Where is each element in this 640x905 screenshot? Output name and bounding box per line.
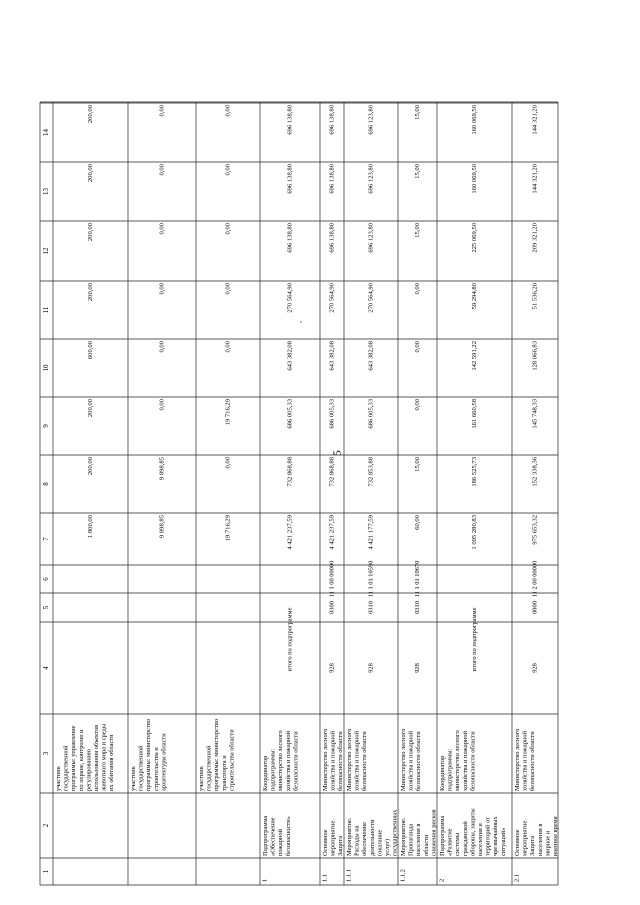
row-grbs: 928 xyxy=(413,663,421,673)
row-executor-line: Министерство лесного xyxy=(346,728,353,791)
row-value: 696 138,80 xyxy=(286,164,294,194)
row-name-line: обороны, защиты xyxy=(469,808,477,856)
row-grbs: 928 xyxy=(328,663,336,673)
row-value: 270 564,90 xyxy=(328,283,336,313)
row-value: 59 294,80 xyxy=(471,283,479,310)
row-name-line: гражданской xyxy=(461,821,469,856)
row-value: 128 066,83 xyxy=(531,341,539,371)
row-value: 0,00 xyxy=(414,399,422,411)
row-name-line: «Развитие xyxy=(446,828,454,856)
row-executor-line: регулированию xyxy=(85,749,93,791)
row-value: 696 123,80 xyxy=(367,105,375,135)
row-executor-line: безопасности области xyxy=(292,731,300,791)
column-header: 11 xyxy=(42,306,51,314)
row-executor-line: хозяйства и пожарной xyxy=(407,731,415,791)
row-value: 152 338,36 xyxy=(531,457,539,487)
row-name-line: (оказание xyxy=(376,829,384,856)
row-executor-line: Министерство лесного xyxy=(400,728,407,791)
row-value: 209 321,20 xyxy=(531,223,539,253)
row-value: 200,00 xyxy=(87,164,95,183)
scan-mark: · xyxy=(296,320,308,324)
row-value: 600,00 xyxy=(87,341,95,360)
row-value: 15,00 xyxy=(414,223,422,238)
row-value: 19 716,29 xyxy=(224,515,232,542)
row-executor-line: министерство лесного xyxy=(454,730,462,791)
row-executor-line: министерство лесного xyxy=(277,730,285,791)
row-name-line: чрезвычайных xyxy=(492,816,500,856)
row-name-line: Подпрограмма xyxy=(262,815,269,856)
row-executor-line: Координатор xyxy=(439,755,446,791)
row-value: 975 653,32 xyxy=(531,515,539,545)
row-value: 161 660,58 xyxy=(471,399,479,429)
row-value: 696 123,80 xyxy=(367,164,375,194)
row-number: 1.1 xyxy=(321,874,329,882)
row-value: 643 382,08 xyxy=(328,341,336,371)
row-name-line: области xyxy=(422,834,430,856)
column-header: 3 xyxy=(42,751,51,756)
row-executor-line: подпрограммы: xyxy=(446,748,454,791)
row-value: 4 421 237,59 xyxy=(286,515,294,550)
row-value: 696 138,80 xyxy=(328,223,336,253)
row-value: 696 123,80 xyxy=(367,223,375,253)
row-name-line: Мероприятие. xyxy=(346,817,353,856)
row-value: 160 069,50 xyxy=(471,164,479,194)
row-span-label: итого по подпрограмме xyxy=(286,607,294,672)
row-grbs: 928 xyxy=(531,663,539,673)
row-value: 15,00 xyxy=(414,164,422,179)
column-header: 5 xyxy=(42,605,51,610)
row-value: 51 536,20 xyxy=(531,283,539,310)
row-value: 4 421 237,59 xyxy=(328,515,336,550)
row-name-line: мирное и xyxy=(544,830,552,856)
row-span-label: итого по подпрограмме xyxy=(470,607,478,672)
row-executor-line: программы: министерство xyxy=(145,719,153,791)
row-rz: 0300 xyxy=(328,601,336,614)
column-header: 12 xyxy=(42,247,51,255)
row-executor-line: хозяйства и пожарной xyxy=(521,731,529,791)
row-name-line: Защита xyxy=(337,835,345,856)
row-csr: 11 2 00 00000 xyxy=(531,560,539,598)
row-value: 144 321,20 xyxy=(531,164,539,194)
row-rz: 0310 xyxy=(367,601,375,614)
row-number: 1.1.2 xyxy=(399,869,407,882)
row-value: 696 138,80 xyxy=(286,105,294,135)
row-value: 686 005,33 xyxy=(367,399,375,429)
row-executor-line: хозяйства и пожарной xyxy=(329,731,337,791)
row-name-line: населения в xyxy=(415,823,423,856)
row-rz: 0000 xyxy=(531,601,539,614)
row-value: 732 868,88 xyxy=(328,457,336,487)
row-value: 1 800,00 xyxy=(87,515,95,539)
row-value: 686 005,33 xyxy=(328,399,336,429)
row-name-line: населения в xyxy=(536,823,544,856)
row-csr: 11 1 01 10590 xyxy=(367,560,375,598)
row-value: 145 748,33 xyxy=(531,399,539,429)
row-value: 0,00 xyxy=(224,341,232,353)
row-value: 0,00 xyxy=(414,341,422,353)
row-value: 15,00 xyxy=(414,457,422,472)
row-executor-line: безопасности области xyxy=(415,731,423,791)
row-name-line: мероприятие. xyxy=(329,819,337,856)
row-name-line: Основное xyxy=(514,829,521,856)
row-value: 0,00 xyxy=(158,399,166,411)
row-value: 270 564,90 xyxy=(286,283,294,313)
row-executor-line: хозяйства и пожарной xyxy=(353,731,361,791)
row-csr: 11 1 01 10670 xyxy=(413,560,421,598)
row-executor-line: по охране, контролю и xyxy=(77,729,85,791)
row-executor-line: государственной xyxy=(62,745,70,791)
column-header: 7 xyxy=(42,537,51,541)
row-value: 200,00 xyxy=(87,105,95,124)
column-header: 2 xyxy=(42,823,51,828)
row-name-line: Основное xyxy=(322,829,329,856)
column-header: 8 xyxy=(42,482,51,486)
row-number: 1 xyxy=(261,878,269,882)
row-executor-line: участник xyxy=(55,766,62,791)
row-value: 200,00 xyxy=(87,283,95,302)
row-executor-line: Министерство лесного xyxy=(514,728,521,791)
row-executor-line: государственной xyxy=(137,745,145,791)
row-executor-line: строительства области xyxy=(228,729,236,791)
column-header: 10 xyxy=(42,364,51,372)
row-value: 0,00 xyxy=(224,105,232,117)
row-value: 186 525,73 xyxy=(471,457,479,487)
row-executor-line: архитектуры области xyxy=(160,733,168,791)
column-header: 4 xyxy=(42,666,51,670)
row-value: 686 005,33 xyxy=(286,399,294,429)
row-csr: 11 1 00 00000 xyxy=(328,560,336,598)
row-name-line: обеспечение xyxy=(361,821,369,856)
row-name-line: системы xyxy=(454,832,462,856)
column-header: 9 xyxy=(42,424,51,428)
row-number: 2 xyxy=(438,878,446,882)
row-name-line: военное время xyxy=(552,816,559,856)
row-name-line: снижения рисков xyxy=(430,809,438,856)
row-value: 732 868,88 xyxy=(286,457,294,487)
row-rz: 0310 xyxy=(413,601,421,614)
row-value: 696 138,80 xyxy=(286,223,294,253)
row-value: 9 898,85 xyxy=(158,457,166,481)
row-value: 15,00 xyxy=(414,105,422,120)
row-executor-line: государственной xyxy=(205,745,213,791)
row-value: 643 382,08 xyxy=(367,341,375,371)
row-value: 0,00 xyxy=(158,283,166,295)
row-executor-line: программы: министерство xyxy=(213,719,221,791)
row-name-line: Подпрограмма xyxy=(439,815,446,856)
row-executor-line: использования объектов xyxy=(93,724,100,791)
row-executor-line: их обитания области xyxy=(108,734,116,791)
row-value: 4 421 177,59 xyxy=(367,515,375,550)
row-name-line: государственных xyxy=(391,809,399,856)
row-value: 0,00 xyxy=(224,283,232,295)
row-name-line: Пропаганда xyxy=(407,823,415,856)
row-executor-line: подпрограммы: xyxy=(269,748,277,791)
row-value: 732 853,88 xyxy=(367,457,375,487)
row-executor-line: строительства и xyxy=(152,747,160,791)
row-name-line: Мероприятие. xyxy=(400,817,407,856)
row-name-line: мероприятие. xyxy=(521,819,529,856)
row-value: 696 138,80 xyxy=(328,164,336,194)
row-value: 270 564,90 xyxy=(367,283,375,313)
row-value: 0,00 xyxy=(224,457,232,469)
row-executor-line: хозяйства и пожарной xyxy=(461,731,469,791)
row-value: 200,00 xyxy=(87,457,95,476)
row-value: 643 382,08 xyxy=(286,341,294,371)
row-name-line: пожарной xyxy=(277,829,285,856)
row-name-line: Расходы на xyxy=(353,825,361,856)
row-executor-line: безопасности области xyxy=(361,731,369,791)
row-name-line: «Обеспечение xyxy=(269,817,277,856)
row-value: 142 591,22 xyxy=(471,341,479,371)
row-executor-line: безопасности области xyxy=(337,731,345,791)
row-value: 144 321,20 xyxy=(531,105,539,135)
row-name-line: деятельности xyxy=(368,819,376,856)
row-value: 19 716,29 xyxy=(224,399,232,426)
row-name-line: населения и xyxy=(477,823,484,856)
row-name-line: безопасности» xyxy=(284,816,292,856)
row-number: 2.1 xyxy=(513,874,521,882)
row-value: 0,00 xyxy=(158,164,166,176)
row-executor-line: животного мира и среды xyxy=(100,723,108,791)
row-executor-line: участник xyxy=(198,766,205,791)
row-value: 0,00 xyxy=(414,283,422,295)
column-header: 1 xyxy=(42,869,51,874)
row-value: 0,00 xyxy=(224,223,232,235)
row-name-line: территорий от xyxy=(484,817,492,856)
row-value: 225 069,50 xyxy=(471,223,479,253)
row-executor-line: хозяйства и пожарной xyxy=(284,731,292,791)
row-value: 60,00 xyxy=(414,515,422,530)
row-value: 0,00 xyxy=(158,341,166,353)
row-value: 0,00 xyxy=(158,105,166,117)
row-value: 160 069,50 xyxy=(471,105,479,135)
column-header: 6 xyxy=(42,577,51,581)
row-value: 9 898,85 xyxy=(158,515,166,539)
row-executor-line: Координатор xyxy=(262,755,269,791)
row-executor-line: программы: управление xyxy=(70,725,78,791)
row-executor-line: безопасности области xyxy=(469,731,477,791)
row-value: 0,00 xyxy=(158,223,166,235)
row-value: 0,00 xyxy=(224,164,232,176)
row-value: 200,00 xyxy=(87,399,95,418)
row-executor-line: участник xyxy=(130,766,137,791)
row-executor-line: безопасности области xyxy=(529,731,537,791)
page-number: 5 xyxy=(331,450,344,456)
row-grbs: 928 xyxy=(367,663,375,673)
row-value: 200,00 xyxy=(87,223,95,242)
row-number: 1.1.1 xyxy=(345,869,353,882)
column-header: 13 xyxy=(42,188,51,195)
column-header: 14 xyxy=(42,129,51,136)
row-value: 1 095 280,83 xyxy=(471,515,479,550)
row-name-line: Защита xyxy=(529,835,537,856)
row-name-line: услуг) xyxy=(384,838,391,856)
row-value: 696 138,80 xyxy=(328,105,336,135)
row-executor-line: транспорта и xyxy=(220,755,228,791)
row-name-line: ситуаций» xyxy=(499,827,507,856)
row-executor-line: Министерство лесного xyxy=(322,728,329,791)
